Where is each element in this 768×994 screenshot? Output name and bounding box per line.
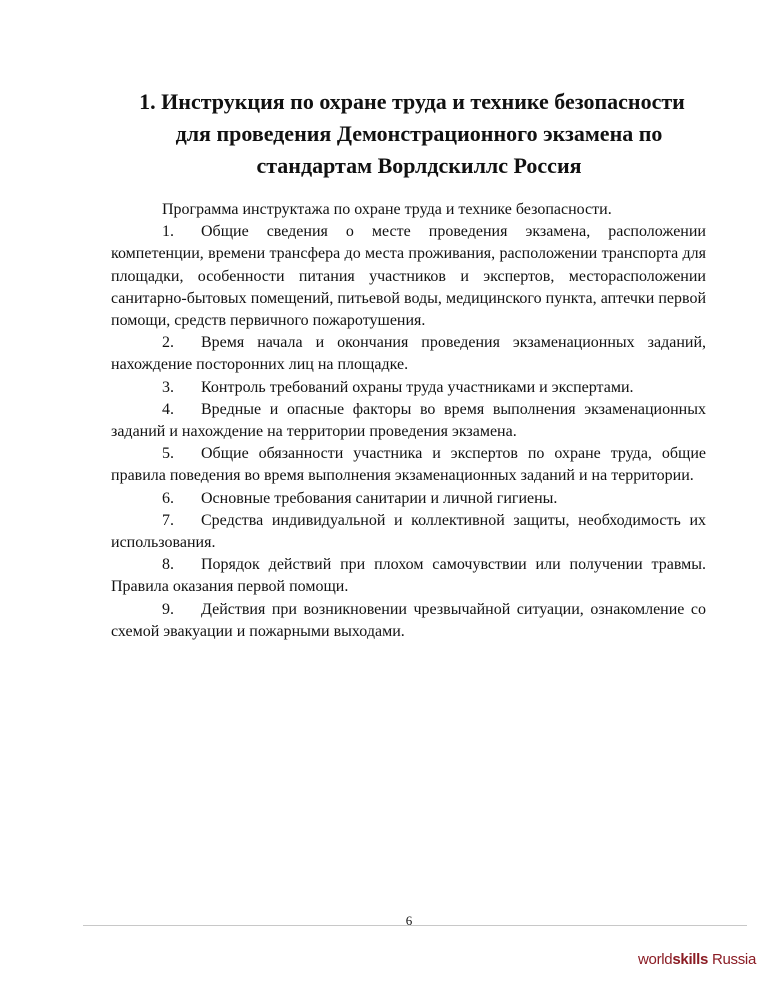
item-text: Общие обязанности участника и экспертов по охране труда, общие правила поведения во время выполнения экзаменационных заданий и на территории. (111, 445, 706, 485)
list-item (111, 554, 706, 598)
item-number: 1. (162, 223, 174, 241)
item-number: 8. (162, 556, 174, 574)
title-line-3: стандартам Ворлдскиллс Россия (256, 153, 582, 178)
item-number: 2. (162, 334, 174, 352)
worldskills-logo (638, 951, 756, 968)
item-text: Действия при возникновении чрезвычайной ситуации, ознакомление со схемой эвакуации и пожарными выходами. (111, 600, 706, 640)
item-text: Контроль требований охраны труда участниками и экспертами. (201, 378, 634, 396)
list-item (111, 488, 706, 510)
document-body (111, 199, 706, 643)
logo-world: world (638, 951, 673, 968)
page-number: 6 (405, 913, 413, 928)
list-item (111, 221, 706, 332)
item-number: 4. (162, 400, 174, 418)
list-item (111, 377, 706, 399)
list-item (111, 443, 706, 487)
item-number: 6. (162, 489, 174, 507)
logo-skills: skills (672, 951, 709, 968)
title-line-1: 1. Инструкция по охране труда и технике безопасности (139, 89, 685, 114)
item-number: 9. (162, 600, 174, 618)
item-text: Время начала и окончания проведения экзаменационных заданий, нахождение посторонних лиц на площадке. (111, 334, 706, 374)
list-item (111, 332, 706, 376)
item-number: 5. (162, 445, 174, 463)
item-number: 7. (162, 511, 174, 529)
item-text: Общие сведения о месте проведения экзамена, расположении компетенции, времени трансфера до места проживания, расположении транспорта для площадки, особенности питания участников и экспертов, месторасположении санитарно-бытовых помещений, питьевой воды, медицинского пункта, аптечки первой помощи, средств первичного пожаротушения. (111, 223, 706, 330)
item-number: 3. (162, 378, 174, 396)
logo-russia: Russia (708, 951, 757, 968)
item-text: Порядок действий при плохом самочувствии или получении травмы. Правила оказания первой помощи. (111, 556, 706, 596)
list-item (111, 510, 706, 554)
item-text: Вредные и опасные факторы во время выполнения экзаменационных заданий и нахождение на территории проведения экзамена. (111, 400, 706, 441)
list-item (111, 599, 706, 643)
document-title (112, 86, 712, 182)
list-item (111, 399, 706, 443)
title-line-2: для проведения Демонстрационного экзамена по (175, 121, 663, 146)
intro-paragraph: Программа инструктажа по охране труда и технике безопасности. (162, 201, 612, 218)
item-text: Средства индивидуальной и коллективной защиты, необходимость их использования. (111, 511, 706, 552)
item-text: Основные требования санитарии и личной гигиены. (201, 489, 558, 507)
